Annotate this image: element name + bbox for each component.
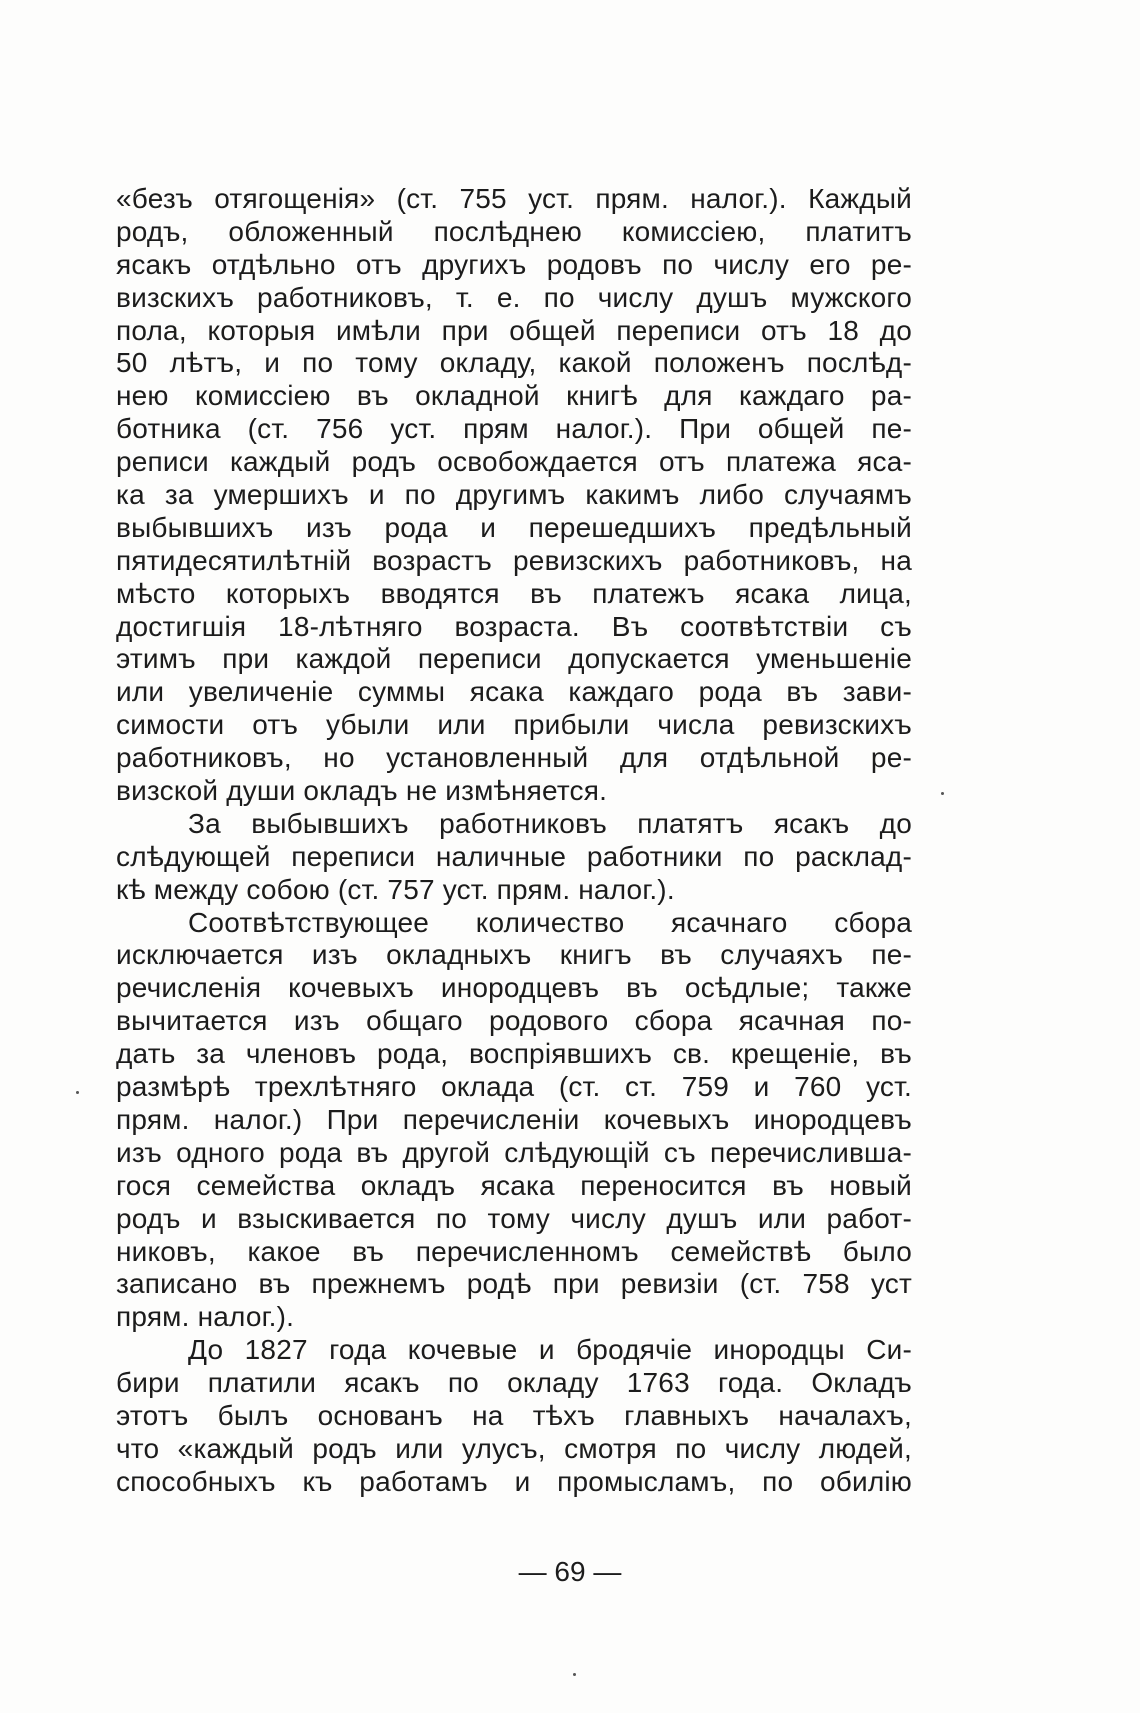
scan-speck [941, 792, 944, 795]
text-line: записано въ прежнемъ родѣ при ревизіи (ст. 758 уст [116, 1268, 912, 1300]
text-line: дать за членовъ рода, воспріявшихъ св. крещеніе, въ [116, 1038, 912, 1070]
text-line: прям. налог.) При перечисленіи кочевыхъ инородцевъ [116, 1103, 912, 1135]
text-line: работниковъ, но установленный для отдѣльной ре- [116, 742, 912, 774]
text-line: гося семейства окладъ ясака переносится въ новый [116, 1169, 912, 1201]
text-line: изъ одного рода въ другой слѣдующій съ перечислившa- [116, 1136, 912, 1168]
text-line: вычитается изъ общаго родового сбора ясачная по- [116, 1005, 912, 1037]
text-line: пятидесятилѣтній возрастъ ревизскихъ работниковъ, на [116, 544, 912, 576]
text-line: визской души окладъ не измѣняется. [116, 775, 608, 807]
text-line: прям. налог.). [116, 1301, 295, 1333]
text-line: выбывшихъ изъ рода и перешедшихъ предѣльный [116, 511, 912, 543]
text-line: мѣсто которыхъ вводятся въ платежъ ясака лица, [116, 577, 912, 609]
text-line: ка за умершихъ и по другимъ какимъ либо случаямъ [116, 479, 912, 511]
text-line: или увеличеніе суммы ясака каждаго рода въ зави- [116, 676, 912, 708]
text-line: речисленія кочевыхъ инородцевъ въ осѣдлые; также [116, 972, 912, 1004]
text-line: нею комиссіею въ окладной книгѣ для каждаго ра- [116, 380, 912, 412]
paragraph-first-line: До 1827 года кочевые и бродячіе инородцы Си- [188, 1334, 912, 1366]
text-line: ясакъ отдѣльно отъ другихъ родовъ по числу его ре- [116, 248, 912, 280]
text-line: пола, которыя имѣли при общей переписи отъ 18 до [116, 314, 912, 346]
paragraph-first-line: За выбывшихъ работниковъ платятъ ясакъ до [188, 807, 912, 839]
text-line: размѣрѣ трехлѣтняго оклада (ст. ст. 759 и 760 уст. [116, 1071, 912, 1103]
scan-speck [76, 1091, 79, 1094]
text-line: бири платили ясакъ по окладу 1763 года. Окладъ [116, 1367, 912, 1399]
text-line: этотъ былъ основанъ на тѣхъ главныхъ началахъ, [116, 1399, 912, 1431]
text-line: слѣдующей переписи наличные работники по расклад- [116, 840, 912, 872]
text-line: способныхъ къ работамъ и промысламъ, по обилію [116, 1465, 912, 1497]
paragraph-first-line: Соотвѣтствующее количество ясачнаго сбора [188, 906, 912, 938]
text-line: «безъ отягощенія» (ст. 755 уст. прям. налог.). Каждый [116, 183, 912, 214]
text-line: симости отъ убыли или прибыли числа ревизскихъ [116, 709, 912, 741]
body-text [116, 183, 912, 1499]
text-line: кѣ между собою (ст. 757 уст. прям. налог.). [116, 873, 675, 905]
text-line: 50 лѣтъ, и по тому окладу, какой положенъ послѣд- [116, 347, 912, 379]
text-line: ботника (ст. 756 уст. прям налог.). При общей пе- [116, 413, 912, 445]
text-line: этимъ при каждой переписи допускается уменьшеніе [116, 643, 912, 675]
scan-speck [573, 1673, 576, 1676]
page-number: — 69 — [518, 1556, 622, 1587]
text-line: родъ и взыскивается по тому числу душъ или работ- [116, 1202, 912, 1234]
text-line: реписи каждый родъ освобождается отъ платежа яса- [116, 446, 912, 478]
text-line: визскихъ работниковъ, т. е. по числу душъ мужского [116, 281, 912, 313]
text-line: родъ, обложенный послѣднею комиссіею, платитъ [116, 215, 912, 247]
text-line: достигшія 18-лѣтняго возраста. Въ соотвѣтствіи съ [116, 610, 912, 642]
text-line: исключается изъ окладныхъ книгъ въ случаяхъ пе- [116, 939, 912, 971]
text-line: никовъ, какое въ перечисленномъ семействѣ было [116, 1235, 912, 1267]
text-line: что «каждый родъ или улусъ, смотря по числу людей, [116, 1432, 912, 1464]
